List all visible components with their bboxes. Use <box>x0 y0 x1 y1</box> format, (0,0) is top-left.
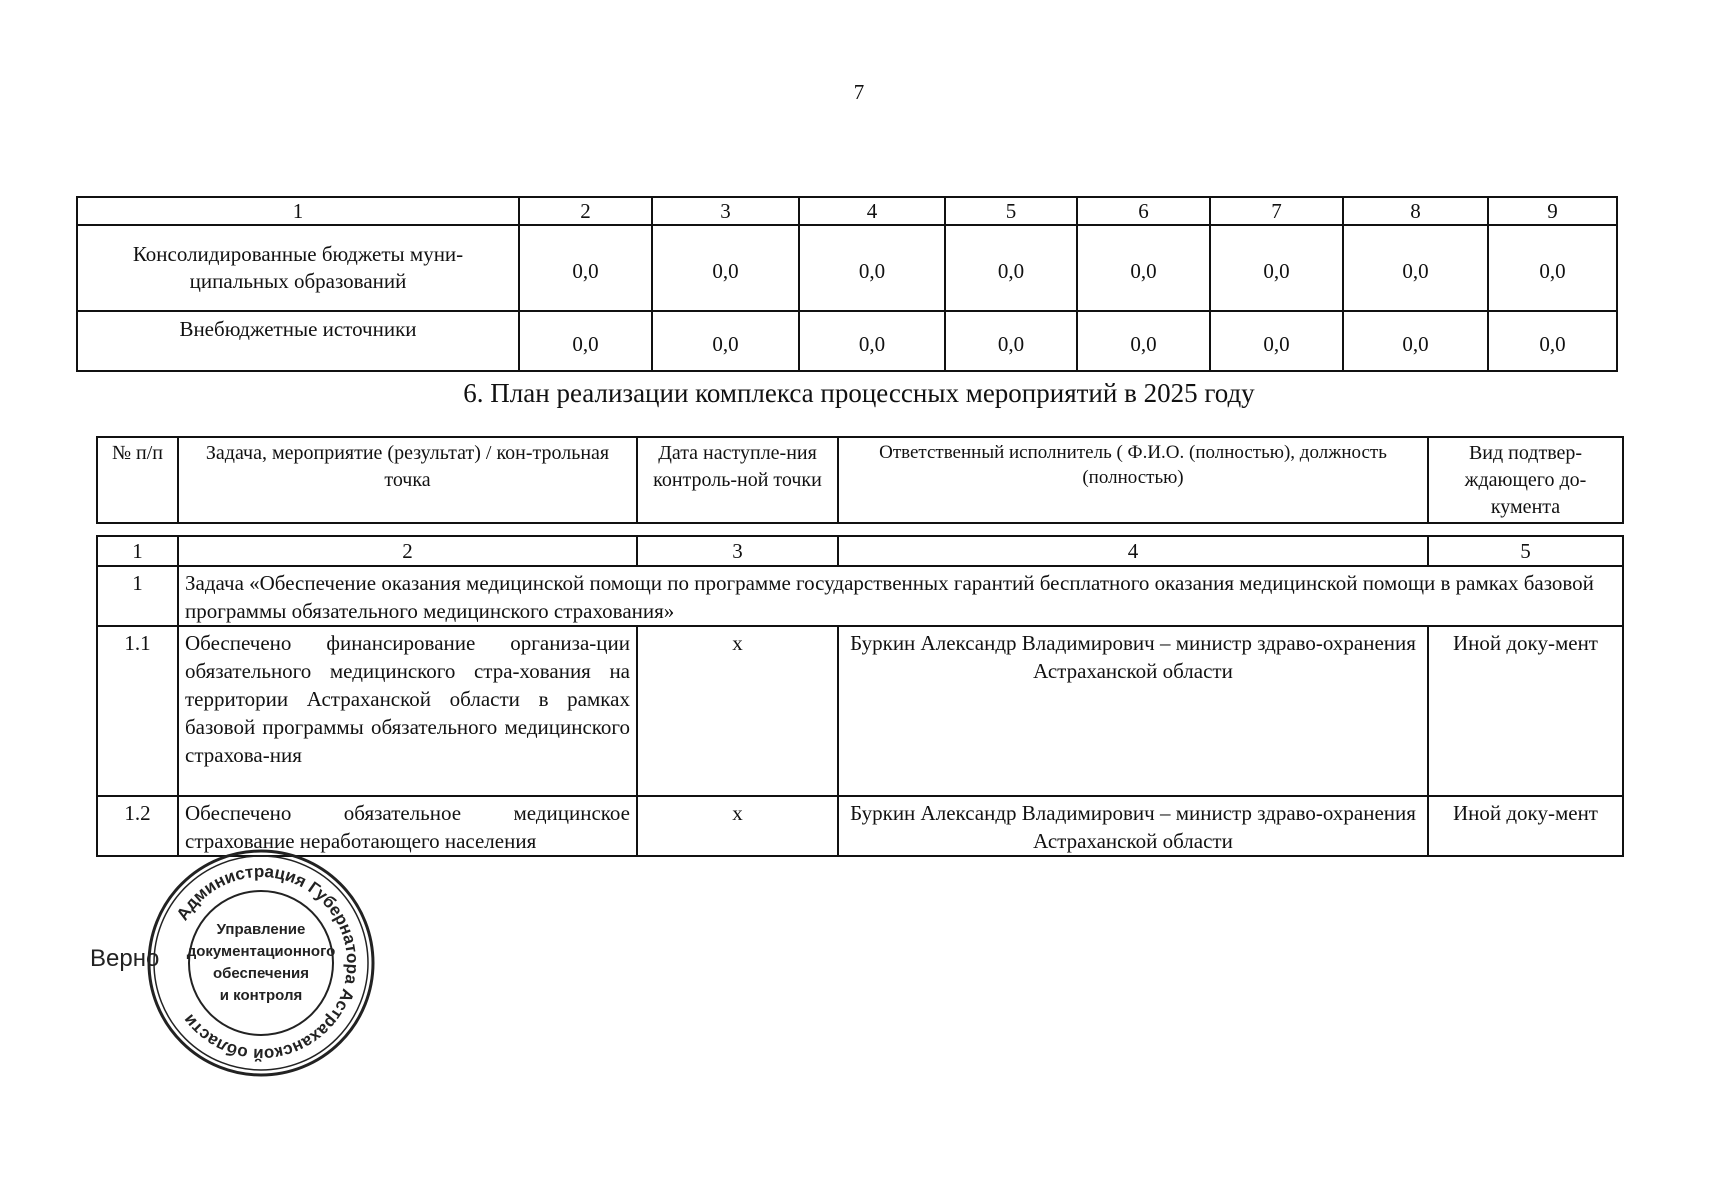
table-cell: 0,0 <box>652 225 799 311</box>
budget-row-extrabudgetary <box>77 311 1617 371</box>
column-number: 5 <box>1428 536 1623 566</box>
table-cell: 0,0 <box>1488 225 1617 311</box>
control-date: x <box>637 626 838 796</box>
stamp-center-line: Управление <box>216 921 306 938</box>
table-cell: 0,0 <box>945 311 1077 371</box>
plan-header-row <box>97 437 1623 523</box>
row-number: 1.2 <box>97 796 178 856</box>
column-number: 1 <box>77 197 519 225</box>
event-text: Обеспечено финансирование организа-ции обязательного медицинского стра-хования на территории Астраханской области в рамках базовой программы обязательного медицинского страхова-ния <box>178 626 637 796</box>
certification-text: Верно <box>90 945 160 972</box>
column-number: 4 <box>799 197 945 225</box>
table-cell: 0,0 <box>799 225 945 311</box>
table-cell: 0,0 <box>1343 225 1488 311</box>
plan-column-numbers-row <box>97 536 1623 566</box>
row-number: 1.1 <box>97 626 178 796</box>
budget-row-municipal <box>77 225 1617 311</box>
header-cell-responsible: Ответственный исполнитель ( Ф.И.О. (полностью), должность (полностью) <box>838 437 1428 523</box>
event-text: Обеспечено обязательное медицинское страхование неработающего населения <box>178 796 637 856</box>
column-number: 6 <box>1077 197 1210 225</box>
column-number: 2 <box>519 197 652 225</box>
header-cell-event: Задача, мероприятие (результат) / кон-трольная точка <box>178 437 637 523</box>
task-number: 1 <box>97 566 178 626</box>
document-type: Иной доку-мент <box>1428 626 1623 796</box>
page-number: 7 <box>853 80 865 104</box>
task-row <box>97 566 1623 626</box>
responsible-person: Буркин Александр Владимирович – министр здраво-охранения Астраханской области <box>838 796 1428 856</box>
table-cell: 0,0 <box>799 311 945 371</box>
column-number: 8 <box>1343 197 1488 225</box>
column-number: 2 <box>178 536 637 566</box>
table-cell: 0,0 <box>519 225 652 311</box>
plan-table <box>96 535 1624 857</box>
table-cell: 0,0 <box>945 225 1077 311</box>
column-number: 9 <box>1488 197 1617 225</box>
document-type: Иной доку-мент <box>1428 796 1623 856</box>
header-cell-number: № п/п <box>97 437 178 523</box>
column-number: 7 <box>1210 197 1343 225</box>
budget-table-header-row <box>77 197 1617 225</box>
table-row <box>97 796 1623 856</box>
stamp-center-ring <box>189 891 333 1035</box>
table-cell: 0,0 <box>652 311 799 371</box>
stamp-center-line: обеспечения <box>212 965 310 982</box>
table-cell: 0,0 <box>519 311 652 371</box>
table-cell: 0,0 <box>1488 311 1617 371</box>
task-text: Задача «Обеспечение оказания медицинской помощи по программе государственных гарантий бесплатного оказания медицинской помощи в рамках базовой программы обязательного медицинского страхования» <box>178 566 1623 626</box>
plan-header-table <box>96 436 1624 524</box>
column-number: 3 <box>652 197 799 225</box>
stamp-inner-ring <box>154 856 368 1070</box>
column-number: 1 <box>97 536 178 566</box>
table-cell: 0,0 <box>1343 311 1488 371</box>
stamp-ring-text: Администрация Губернатора Астраханской области <box>172 861 363 1065</box>
column-number: 3 <box>637 536 838 566</box>
row-label: Консолидированные бюджеты муни-ципальных образований <box>77 225 519 311</box>
responsible-person: Буркин Александр Владимирович – министр здраво-охранения Астраханской области <box>838 626 1428 796</box>
table-cell: 0,0 <box>1210 225 1343 311</box>
table-cell: 0,0 <box>1077 311 1210 371</box>
column-number: 4 <box>838 536 1428 566</box>
control-date: x <box>637 796 838 856</box>
table-cell: 0,0 <box>1210 311 1343 371</box>
section-title: 6. План реализации комплекса процессных мероприятий в 2025 году <box>463 378 1255 408</box>
header-cell-date: Дата наступле-ния контроль-ной точки <box>637 437 838 523</box>
header-cell-document: Вид подтвер-ждающего до-кумента <box>1428 437 1623 523</box>
stamp-outer-ring <box>149 851 373 1075</box>
stamp-center-line: и контроля <box>219 987 303 1004</box>
table-row <box>97 626 1623 796</box>
official-stamp <box>146 848 376 1078</box>
column-number: 5 <box>945 197 1077 225</box>
budget-table <box>76 196 1618 372</box>
row-label: Внебюджетные источники <box>77 311 519 371</box>
stamp-center-line: документационного <box>186 943 336 960</box>
table-cell: 0,0 <box>1077 225 1210 311</box>
